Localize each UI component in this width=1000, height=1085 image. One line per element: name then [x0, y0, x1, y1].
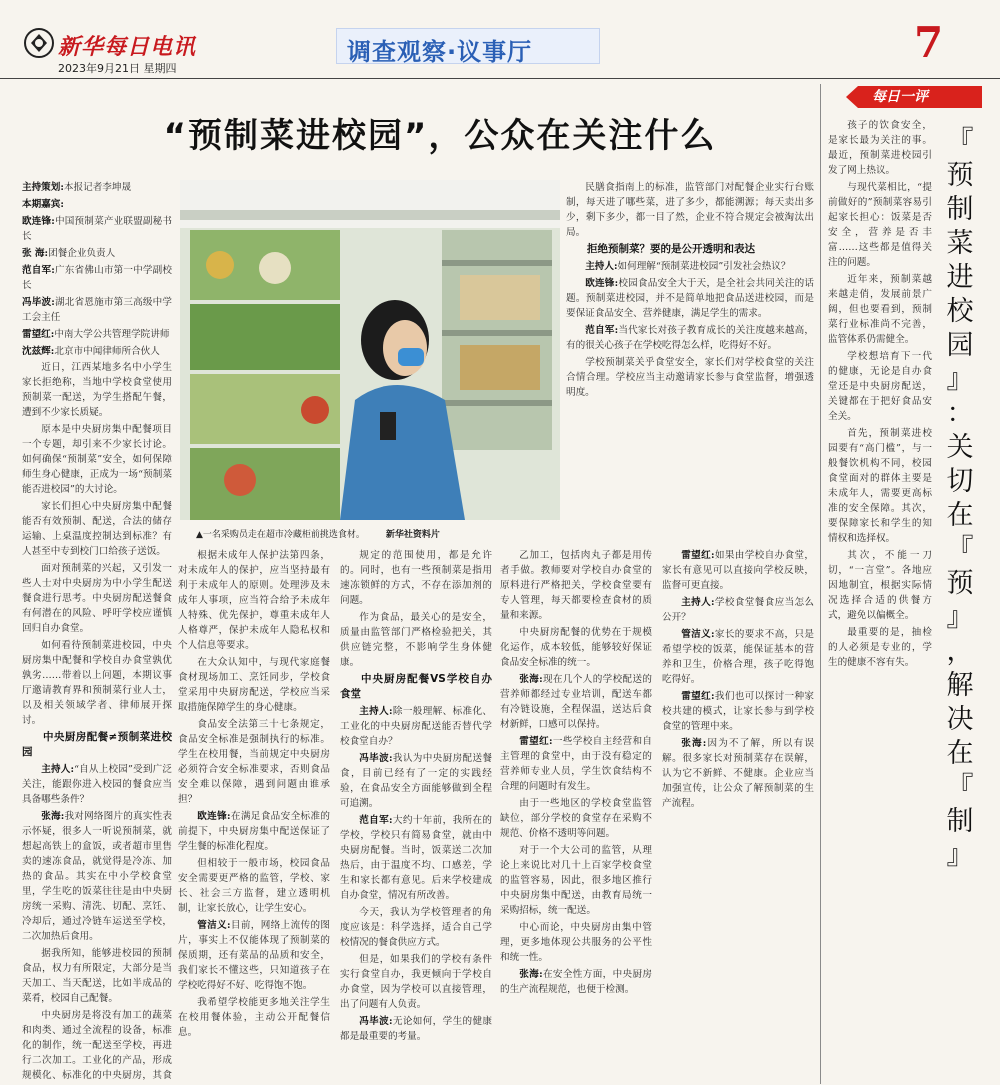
paragraph-text: 其次，不能一刀切，“一言堂”。各地应因地制宜，根据实际情况选择合适的供餐方式，避免以偏概全。: [828, 550, 932, 621]
speaker-name: 冯毕波:: [359, 753, 393, 764]
host-entry: [22, 344, 172, 355]
section-title: 调查观察·议事厅: [347, 38, 533, 66]
commentary-vertical-title: [940, 125, 980, 873]
paragraph-text: 大约十年前，我所在的学校，学校只有简易食堂，就由中央厨房配餐。当时，饭菜送二次加热后，由于温度不均、口感差，学生和家长都有意见。后来学校建成自办食堂，情况有所改善。: [340, 815, 492, 901]
paragraph-text: 我对网络图片的真实性表示怀疑，很多人一听说预制菜，就想起高铁上的盒饭，或者超市里售卖的速冻食品，就觉得是冷冻、加热的食品。其实在中小学校食堂里，学生吃的饭菜往往是由中央厨房统一采购、清洗、切配、烹饪、冷却后，通过冷链车运送至学校，二次加热后食用。: [22, 811, 172, 942]
paragraph-text: 近年来，预制菜越来越走俏，发展前景广阔，但也要看到，预制菜行业标准尚不完善，监管体系仍需健全。: [828, 274, 932, 345]
speaker-name: 张海:: [681, 738, 707, 749]
article-column-4: [500, 548, 652, 1078]
paragraph-text: 在大众认知中，与现代家庭餐食材现场加工、烹饪同步，学校食堂采用中央厨房配送，学校应当采取措施保障学生的身心健康。: [178, 657, 330, 713]
speaker-name: 欧连锋:: [585, 278, 619, 289]
paragraph-text: 最重要的是，抽检的人必须是专业的，学生的健康不容有失。: [828, 627, 932, 668]
publication-date: 2023年9月21日 星期四: [58, 62, 177, 75]
paragraph-text: 目前，网络上流传的图片，事实上不仅能体现了预制菜的保质期，还有菜品的品质和安全，我们家长不懂这些，只知道孩子在学校吃得好不好、吃得饱不饱。: [178, 920, 330, 991]
paragraph-text: 今天，我认为学校管理者的角度应该是：科学选择，适合自己学校情况的餐食供应方式。: [340, 907, 492, 948]
paragraph: [662, 548, 814, 593]
host-desc: 湖北省恩施市第三高级中学工会主任: [22, 297, 172, 323]
masthead: [0, 0, 1000, 79]
paragraph-text: 在满足食品安全标准的前提下，中央厨房集中配送保证了学生餐的标准化程度。: [178, 811, 330, 852]
paragraph: [828, 349, 932, 424]
host-entry: [22, 327, 172, 342]
paragraph: [22, 946, 172, 1006]
paragraph-text: 无论如何，学生的健康都是最重要的考量。: [340, 1016, 492, 1042]
host-role: 沈兹辉:: [22, 346, 55, 355]
paragraph: [500, 734, 652, 794]
speaker-name: 雷望红:: [681, 691, 715, 702]
article-column-5-top: [566, 180, 814, 540]
title-char: 决: [946, 704, 974, 735]
paragraph: [566, 355, 814, 400]
paragraph-text: 学校预制菜关乎食堂安全，家长们对学校食堂的关注合情合理。学校应当主动邀请家长参与食堂监督，增强透明度。: [566, 357, 814, 398]
title-char: 』: [946, 602, 974, 633]
paragraph: [662, 736, 814, 811]
host-role: 雷望红:: [22, 329, 55, 340]
article-column-3: [340, 548, 492, 1078]
title-char: 菜: [946, 228, 974, 259]
paragraph-text: 我希望学校能更多地关注学生在校用餐体验，主动公开配餐信息。: [178, 997, 330, 1038]
host-role: 范自军:: [22, 265, 55, 276]
speaker-name: 张海:: [41, 811, 65, 822]
host-entry: [22, 263, 172, 293]
paragraph: 家长们担心中央厨房集中配餐能否有效预制、配送，合法的储存运输、上桌温度控制达到标准？有人甚至中专到校门口给孩子送饭。: [22, 501, 172, 557]
paragraph: [828, 426, 932, 546]
host-entry: [22, 197, 172, 212]
paragraph-text: 在安全性方面，中央厨房的生产流程规范，也便于检测。: [500, 969, 652, 995]
paragraph-text: 我认为中央厨房配送餐食，目前已经有了一定的实践经验，在食品安全方面能够做到全程可追溯。: [340, 753, 492, 809]
speaker-name: 雷望红:: [681, 550, 715, 561]
paragraph: [566, 323, 814, 353]
title-char: 在: [946, 500, 974, 531]
caption-text: 一名采购员走在超市冷藏柜前挑选食材。: [202, 530, 365, 540]
paragraph: [178, 856, 330, 916]
title-char: 『: [946, 772, 974, 803]
paragraph-text: 除一般理解、标准化、工业化的中央厨房配送能否替代学校食堂自办？: [340, 706, 492, 747]
commentary-tag: 每日一评: [858, 86, 982, 108]
section-banner: [336, 28, 600, 64]
paragraph: [828, 625, 932, 670]
paragraph-text: 与现代菜相比，“提前做好的”预制菜容易引起家长担心：饭菜是否安全，营养是否丰富……这些都是值得关注的问题。: [828, 182, 932, 268]
column-divider: [820, 84, 821, 1084]
paragraph: [178, 995, 330, 1040]
title-char: 进: [946, 262, 974, 293]
paragraph: [662, 595, 814, 625]
host-entry: [22, 295, 172, 325]
paragraph: [340, 1014, 492, 1044]
title-char: 预: [946, 568, 974, 599]
title-char: 制: [946, 806, 974, 837]
section-subhead: 中央厨房配餐VS学校自办食堂: [340, 673, 492, 700]
host-role: 主持策划:: [22, 182, 64, 193]
host-role: 本期嘉宾:: [22, 199, 64, 210]
speaker-name: 主持人:: [681, 597, 715, 608]
paragraph: [178, 809, 330, 854]
speaker-name: 范自军:: [359, 815, 393, 826]
paragraph-text: 根据未成年人保护法第四条，对未成年人的保护，应当坚持最有利于未成年人的原则。处理涉及未成年人事项，应当符合给予未成年人特殊、优先保护，尊重未成年人人格尊严，保护未成年人隐私权和个人信息等要求。: [178, 550, 330, 651]
host-desc: 本报记者李坤晟: [63, 182, 132, 193]
article-column-5: [662, 548, 814, 1078]
title-char: 『: [946, 126, 974, 157]
host-desc: 中国预制菜产业联盟副秘书长: [22, 216, 172, 242]
paragraph-text: 由于一些地区的学校食堂监管缺位，部分学校的食堂存在采购不规范、价格不透明等问题。: [500, 798, 652, 839]
title-char: 关: [946, 432, 974, 463]
speaker-name: 主持人:: [41, 764, 75, 775]
title-char: 『: [946, 534, 974, 565]
photo-credit: 新华社资料片: [385, 530, 440, 540]
host-desc: 中南大学公共管理学院讲师: [54, 329, 170, 340]
host-entry: [22, 180, 172, 195]
title-char: 预: [946, 160, 974, 191]
commentary-column: [828, 118, 932, 1078]
host-desc: 团餐企业负责人: [48, 248, 116, 259]
paragraph: [340, 548, 492, 608]
paragraph: [828, 272, 932, 347]
paragraph: [566, 276, 814, 321]
page-number: 7: [914, 18, 944, 67]
title-char: ，: [946, 636, 974, 667]
paragraph: [340, 905, 492, 950]
paragraph-text: 中央厨房配餐的优势在于规模化运作，成本较低，能够较好保证食品安全标准的统一。: [500, 627, 652, 668]
paragraph-text: 如何理解“预制菜进校园”引发社会热议？: [617, 261, 791, 272]
paragraph: [340, 813, 492, 903]
paragraph: [178, 918, 330, 993]
paragraph: [22, 809, 172, 944]
paragraph: [178, 717, 330, 807]
host-role: 欧连锋:: [22, 216, 55, 227]
paragraph: [22, 1008, 172, 1080]
paragraph-text: 民膳食指南上的标准，监管部门对配餐企业实行台账制，每天进了哪些菜，进了多少，都能溯源；每天卖出多少，剩下多少，都一目了然，企业不符合规定会被淘汰出局。: [566, 182, 814, 238]
paragraph: [566, 259, 814, 274]
article-column-2: [178, 548, 330, 1078]
paragraph: [500, 967, 652, 997]
paragraph: [500, 843, 652, 918]
host-role: 冯毕波:: [22, 297, 55, 308]
paragraph: 如何看待预制菜进校园，中央厨房集中配餐和学校自办食堂孰优孰劣……带着以上问题，本期议事厅邀请教育界和预制菜行业人士，以及相关领域学者、律师展开探讨。: [22, 640, 172, 726]
speaker-name: 冯毕波:: [359, 1016, 393, 1027]
speaker-name: 雷望红:: [519, 736, 553, 747]
paragraph-text: 孩子的饮食安全，是家长最为关注的事。最近，预制菜进校园引发了网上热议。: [828, 120, 932, 176]
article-column-1: [22, 360, 172, 1080]
paragraph-text: 中央厨房是将没有加工的蔬菜和肉类、通过全流程的设备，标准化的制作，统一配送至学校，再进行二次加工。工业化的产品，形成规模化、标准化的中央厨房，其食: [22, 1010, 172, 1080]
paragraph-text: 学校想培育下一代的健康，无论是自办食堂还是中央厨房配送，关键都在于把好食品安全关。: [828, 351, 932, 422]
paragraph: [566, 180, 814, 240]
paragraph-text: 对于一个大公司的监管，从理论上来说比对几十上百家学校食堂的监管容易，因此，很多地区推行中央厨房集中配送，由教育局统一采购招标，统一配送。: [500, 845, 652, 916]
paragraph: [828, 180, 932, 270]
photo-illustration: [180, 180, 560, 520]
paragraph: 面对预制菜的兴起，又引发一些人士对中央厨房为中小学生配送餐食进行思考。中央厨房配送餐食有何潜在的风险、呼吁学校应谨慎回归自办食堂。: [22, 563, 172, 634]
paragraph-text: 首先，预制菜进校园要有“高门槛”，与一般餐饮机构不同，校园食堂面对的群体主要是未成年人，需要更高标准的安全保障。其次，要保障家长和学生的知情权和选择权。: [828, 428, 932, 544]
paragraph: [828, 548, 932, 623]
paragraph-text: 因为不了解，所以有误解。很多家长对预制菜存在误解，认为它不新鲜、不健康。企业应当加强宣传，让公众了解预制菜的生产流程。: [662, 738, 814, 809]
title-char: 解: [946, 670, 974, 701]
paragraph: [340, 610, 492, 670]
speaker-name: 张海:: [519, 674, 543, 685]
paragraph-text: 我们也可以探讨一种家校共建的模式，让家长参与到学校食堂的管理中来。: [662, 691, 814, 732]
newspaper-logo: 新华每日电讯: [58, 34, 197, 60]
hosts-list: [22, 180, 172, 355]
triangle-marker-icon: ▲: [196, 530, 203, 540]
paragraph-text: 当代家长对孩子教育成长的关注度越来越高，有的很关心孩子在学校吃得怎么样，吃得好不好。: [566, 325, 814, 351]
paragraph: [178, 655, 330, 715]
title-char: 制: [946, 194, 974, 225]
title-char: ：: [946, 398, 974, 429]
paragraph-text: 作为食品，最关心的是安全，质量由监管部门严格检验把关，其供应链完整，不影响学生身体健康。: [340, 612, 492, 668]
paragraph-text: 乙加工，包括肉丸子都是用传者手做。教师要对学校自办食堂的原料进行严格把关，学校食堂要有专人管理，每天都要检查食材的质量和来源。: [500, 550, 652, 621]
paragraph-text: 中心而论，中央厨房由集中管理，更多地体现公共服务的公平性和统一性。: [500, 922, 652, 963]
paragraph-text: 但是，如果我们的学校有条件实行食堂自办，我更倾向于学校自办食堂，因为学校可以直接管理，出了问题有人负责。: [340, 954, 492, 1010]
paragraph: [500, 672, 652, 732]
paragraph-text: 如果由学校自办食堂，家长有意见可以直接向学校反映，监督可更直接。: [662, 550, 814, 591]
speaker-name: 欧连锋:: [197, 811, 231, 822]
host-entry: [22, 214, 172, 244]
paragraph: 原本是中央厨房集中配餐项目一个专题，却引来不少家长讨论。如何确保“预制菜”安全，如何保障师生身心健康，正成为一场“预制菜能否进校园”的大讨论。: [22, 424, 172, 495]
paragraph-text: 规定的范围使用，都是允许的。同时，也有一些预制菜是指用速冻锁鲜的方式，不存在添加剂的问题。: [340, 550, 492, 606]
paragraph-text: 但相较于一般市场，校园食品安全需要更严格的监管，学校、家长、社会三方监督，建立透明机制，让家长放心，让学生安心。: [178, 858, 330, 914]
title-char: 园: [946, 330, 974, 361]
photo-caption: [196, 527, 566, 540]
paragraph-text: 家长的要求不高，只是希望学校的饭菜，能保证基本的营养和卫生，价格合理，孩子吃得饱吃得好。: [662, 629, 814, 685]
article-headline: “预制菜进校园”，公众在关注什么: [163, 116, 717, 156]
speaker-name: 主持人:: [585, 261, 618, 272]
xinhua-emblem-icon: [22, 26, 56, 60]
paragraph-text: 校园食品安全大于天，是全社会共同关注的话题。预制菜进校园，并不是简单地把食品送进校园，而是要保证食品安全、营养健康，满足学生的需求。: [566, 278, 814, 319]
speaker-name: 范自军:: [585, 325, 619, 336]
host-desc: 北京市中闻律师所合伙人: [54, 346, 160, 355]
speaker-name: 管洁义:: [681, 629, 715, 640]
paragraph-text: 学校食堂餐食应当怎么公开？: [662, 597, 814, 623]
paragraph: [828, 118, 932, 178]
host-role: 张 海:: [22, 248, 49, 259]
title-char: 切: [946, 466, 974, 497]
paragraph: [500, 548, 652, 623]
paragraph: [340, 952, 492, 1012]
paragraph-text: 据我所知，能够进校园的预制食品，权力有所限定，大部分是当天加工、当天配送，比如半成品的菜肴，校园自己配餐。: [22, 948, 172, 1004]
title-char: 校: [946, 296, 974, 327]
paragraph-text: 现在几个人的学校配送的营养师都经过专业培训，配送车都有冷链设施，全程保温，送达后食材新鲜，口感可以保持。: [500, 674, 652, 730]
speaker-name: 主持人:: [359, 706, 393, 717]
paragraph: [340, 704, 492, 749]
paragraph: [662, 689, 814, 734]
host-desc: 广东省佛山市第一中学副校长: [22, 265, 172, 291]
speaker-name: 张海:: [519, 969, 543, 980]
paragraph: 近日，江西某地多名中小学生家长拒绝称，当地中学校食堂使用预制菜一配送，为学生搭配午餐，遭到不少家长质疑。: [22, 362, 172, 418]
section-subhead: 中央厨房配餐≠预制菜进校园: [22, 731, 172, 758]
title-char: 』: [946, 840, 974, 871]
title-char: 在: [946, 738, 974, 769]
paragraph-text: “自从上校园”受到广泛关注，能跟你进入校园的餐食应当具备哪些条件？: [22, 764, 172, 805]
speaker-name: 管洁义:: [197, 920, 231, 931]
title-char: 』: [946, 364, 974, 395]
paragraph: [500, 920, 652, 965]
section-subhead: 拒绝预制菜？要的是公开透明和表达: [587, 243, 755, 255]
paragraph: [22, 762, 172, 807]
paragraph-text: 一些学校自主经营和自主管理的食堂中，由于没有稳定的营养师专业人员，学生饮食结构不合理的问题时有发生。: [500, 736, 652, 792]
host-entry: [22, 246, 172, 261]
paragraph-text: 食品安全法第三十七条规定，食品安全标准是强制执行的标准。学生在校用餐，当前规定中央厨房必须符合安全标准要求，否则食品安全难以保障，遇到问题由谁承担？: [178, 719, 330, 805]
paragraph: [340, 751, 492, 811]
paragraph: [500, 625, 652, 670]
paragraph: [662, 627, 814, 687]
paragraph: [500, 796, 652, 841]
paragraph: [178, 548, 330, 653]
supermarket-photo: [180, 180, 560, 520]
